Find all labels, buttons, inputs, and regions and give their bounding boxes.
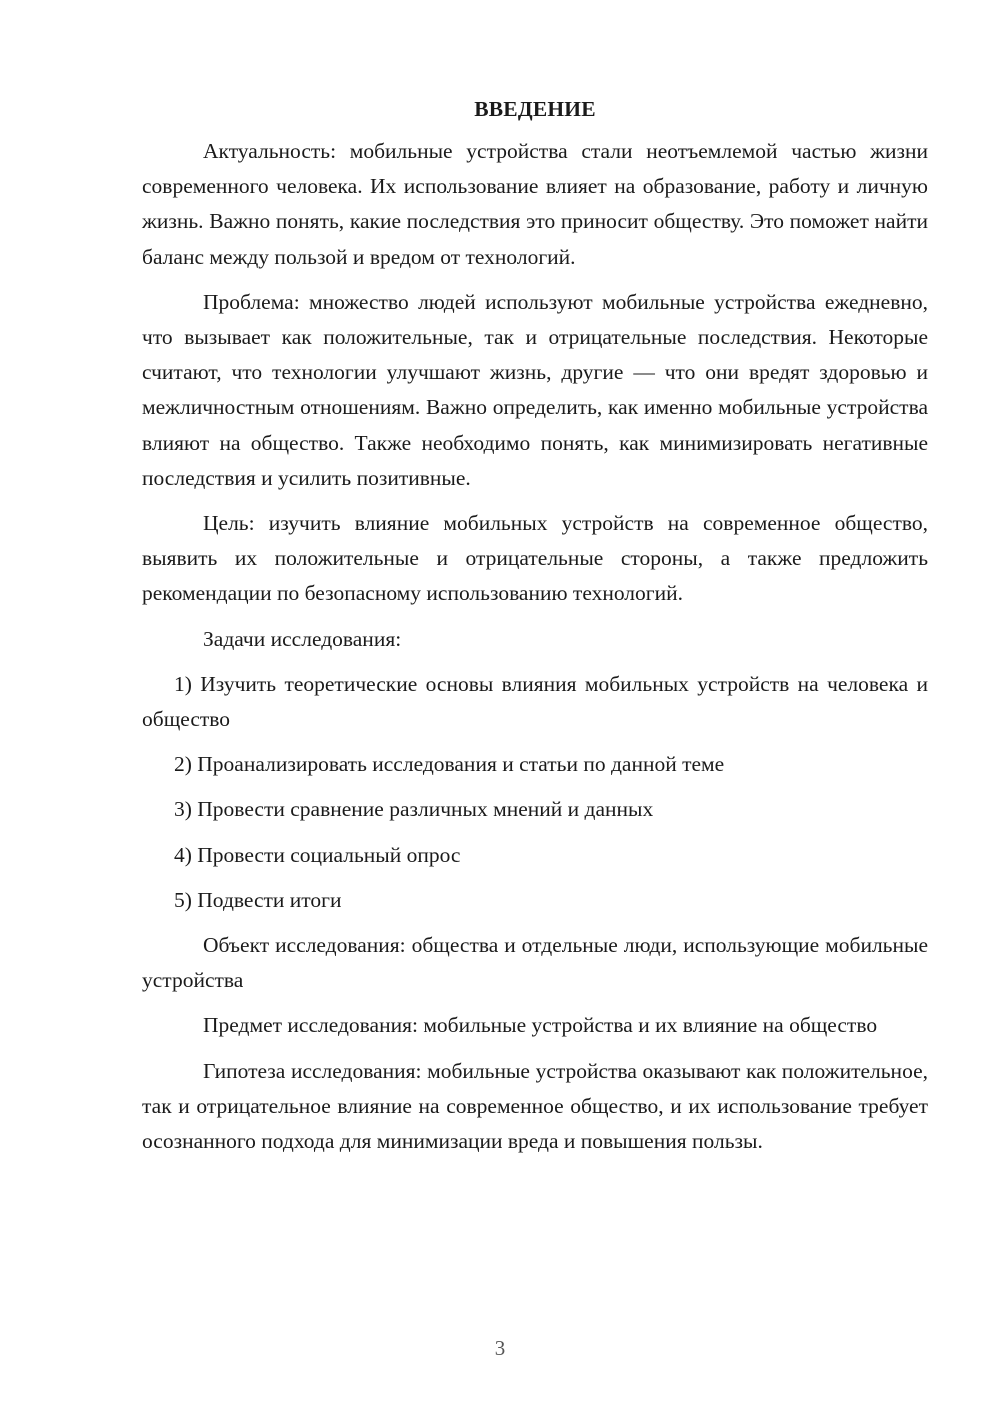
tasks-list <box>142 667 928 918</box>
task-item: 1) Изучить теоретические основы влияния мобильных устройств на человека и общество <box>142 671 928 732</box>
paragraph-relevance: Актуальность: мобильные устройства стали неотъемлемой частью жизни современного человека. Их использование влияет на образование, работу и личную жизнь. Важно понять, какие последствия это приносит обществу. Это поможет найти баланс между пользой и вредом от технологий. <box>142 139 928 269</box>
task-item: 5) Подвести итоги <box>174 887 342 912</box>
task-item: 2) Проанализировать исследования и статьи по данной теме <box>174 752 725 777</box>
paragraph-object: Объект исследования: общества и отдельные люди, использующие мобильные устройства <box>142 933 928 993</box>
paragraph-problem: Проблема: множество людей используют мобильные устройства ежедневно, что вызывает как положительные, так и отрицательные последствия. Некоторые считают, что технологии улучшают жизнь, другие — что они вредят здоровью и межличностным отношениям. Важно определить, как именно мобильные устройства влияют на общество. Также необходимо понять, как минимизировать негативные последствия и усилить позитивные. <box>142 289 928 490</box>
tasks-heading: Задачи исследования: <box>203 626 402 651</box>
paragraph-goal: Цель: изучить влияние мобильных устройств на современное общество, выявить их положительные и отрицательные стороны, а также предложить рекомендации по безопасному использованию технологий. <box>142 511 928 606</box>
paragraph-subject: Предмет исследования: мобильные устройства и их влияние на общество <box>203 1013 878 1038</box>
document-page <box>142 92 928 1169</box>
paragraph-hypothesis: Гипотеза исследования: мобильные устройства оказывают как положительное, так и отрицательное влияние на современное общество, и их использование требует осознанного подхода для минимизации вреда и повышения пользы. <box>142 1058 928 1154</box>
page-number: 3 <box>494 1336 506 1360</box>
task-item: 4) Провести социальный опрос <box>174 842 461 867</box>
task-item: 3) Провести сравнение различных мнений и данных <box>174 797 654 822</box>
document-title: ВВЕДЕНИЕ <box>474 97 596 121</box>
